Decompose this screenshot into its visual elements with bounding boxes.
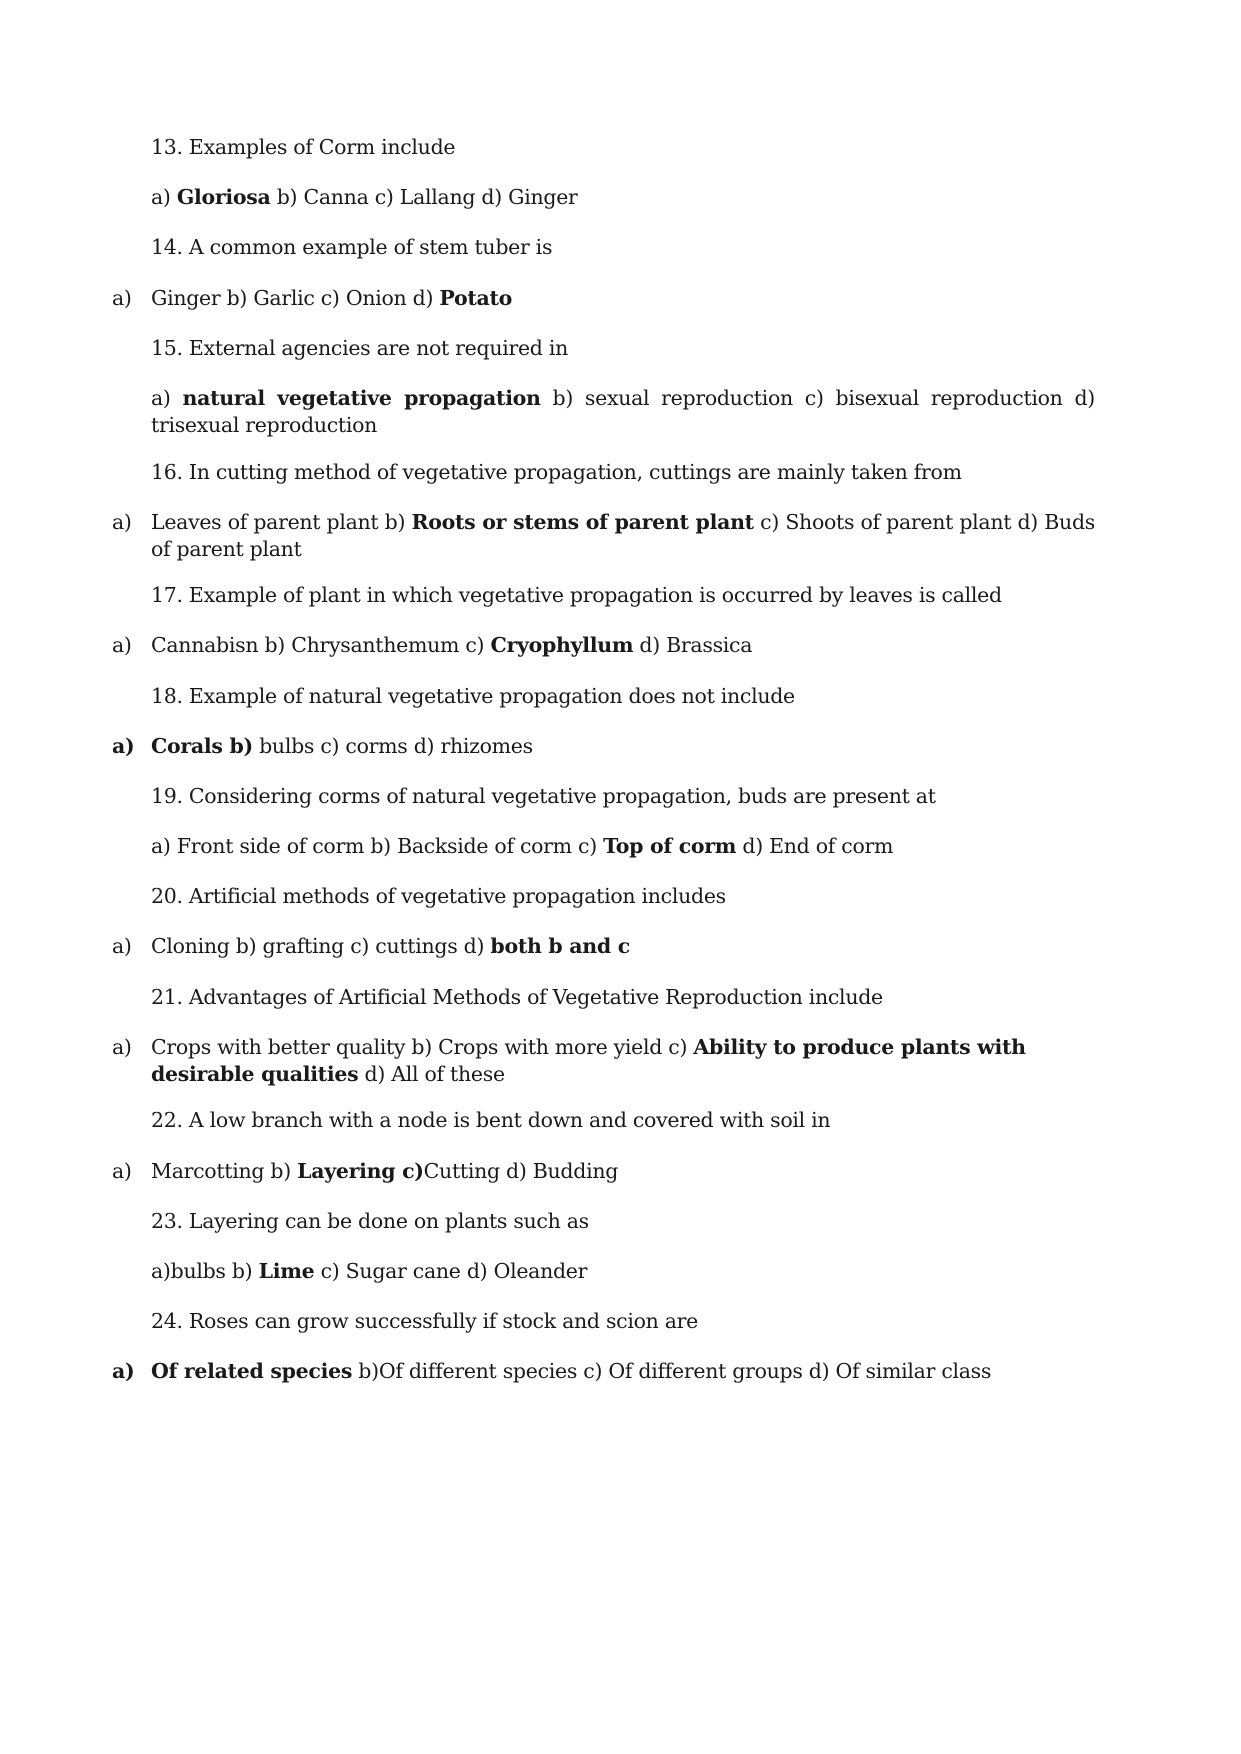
marker-16: a) (112, 510, 132, 534)
answer-16: Roots or stems of parent plant (411, 510, 754, 534)
answer-17: Cryophyllum (490, 633, 634, 657)
marker-22: a) (112, 1159, 132, 1183)
marker-24: a) (112, 1359, 135, 1383)
question-23: 23. Layering can be done on plants such as (151, 1209, 589, 1233)
question-21: 21. Advantages of Artificial Methods of Vegetative Reproduction include (151, 985, 883, 1009)
marker-14: a) (112, 286, 132, 310)
answer-13: Gloriosa (176, 185, 271, 209)
question-24: 24. Roses can grow successfully if stock and scion are (151, 1309, 699, 1333)
question-22: 22. A low branch with a node is bent down and covered with soil in (151, 1108, 831, 1132)
marker-17: a) (112, 633, 132, 657)
answer-20: both b and c (490, 934, 630, 958)
marker-20: a) (112, 934, 132, 958)
answer-22: Layering c) (297, 1159, 424, 1183)
options-17: Cannabisn b) Chrysanthemum c) Cryophyllum d) Brassica (151, 633, 753, 657)
options-20: Cloning b) grafting c) cuttings d) both b and c (151, 934, 630, 958)
options-22: Marcotting b) Layering c)Cutting d) Budding (151, 1159, 619, 1183)
answer-24: Of related species (151, 1359, 353, 1383)
marker-18: a) (112, 734, 135, 758)
marker-21: a) (112, 1035, 132, 1059)
options-19: a) Front side of corm b) Backside of corm c) Top of corm d) End of corm (151, 834, 894, 858)
answer-19: Top of corm (603, 834, 737, 858)
question-19: 19. Considering corms of natural vegetative propagation, buds are present at (151, 784, 936, 808)
options-24: Of related species b)Of different species c) Of different groups d) Of similar class (151, 1359, 992, 1383)
answer-21: Ability to produce plants with desirable qualities (151, 1035, 1026, 1086)
options-14: Ginger b) Garlic c) Onion d) Potato (151, 286, 513, 310)
question-20: 20. Artificial methods of vegetative propagation includes (151, 884, 726, 908)
answer-14: Potato (439, 286, 513, 310)
question-17: 17. Example of plant in which vegetative propagation is occurred by leaves is called (151, 583, 1002, 607)
options-23: a)bulbs b) Lime c) Sugar cane d) Oleander (151, 1259, 588, 1283)
question-16: 16. In cutting method of vegetative propagation, cuttings are mainly taken from (151, 460, 962, 484)
question-13: 13. Examples of Corm include (151, 135, 456, 159)
options-15: a) natural vegetative propagation b) sexual reproduction c) bisexual reproduction d) trisexual reproduction (151, 386, 1095, 437)
question-18: 18. Example of natural vegetative propagation does not include (151, 684, 795, 708)
options-21: Crops with better quality b) Crops with more yield c) Ability to produce plants with desirable qualities d) All of these (151, 1035, 1026, 1086)
options-16: Leaves of parent plant b) Roots or stems of parent plant c) Shoots of parent plant d) Buds of parent plant (151, 510, 1095, 561)
options-18: Corals b) bulbs c) corms d) rhizomes (151, 734, 533, 758)
question-15: 15. External agencies are not required in (151, 336, 569, 360)
answer-15: natural vegetative propagation (182, 386, 541, 410)
options-13: a) Gloriosa b) Canna c) Lallang d) Ginger (151, 185, 578, 209)
answer-18: Corals b) (151, 734, 253, 758)
question-14: 14. A common example of stem tuber is (151, 235, 553, 259)
answer-23: Lime (258, 1259, 315, 1283)
